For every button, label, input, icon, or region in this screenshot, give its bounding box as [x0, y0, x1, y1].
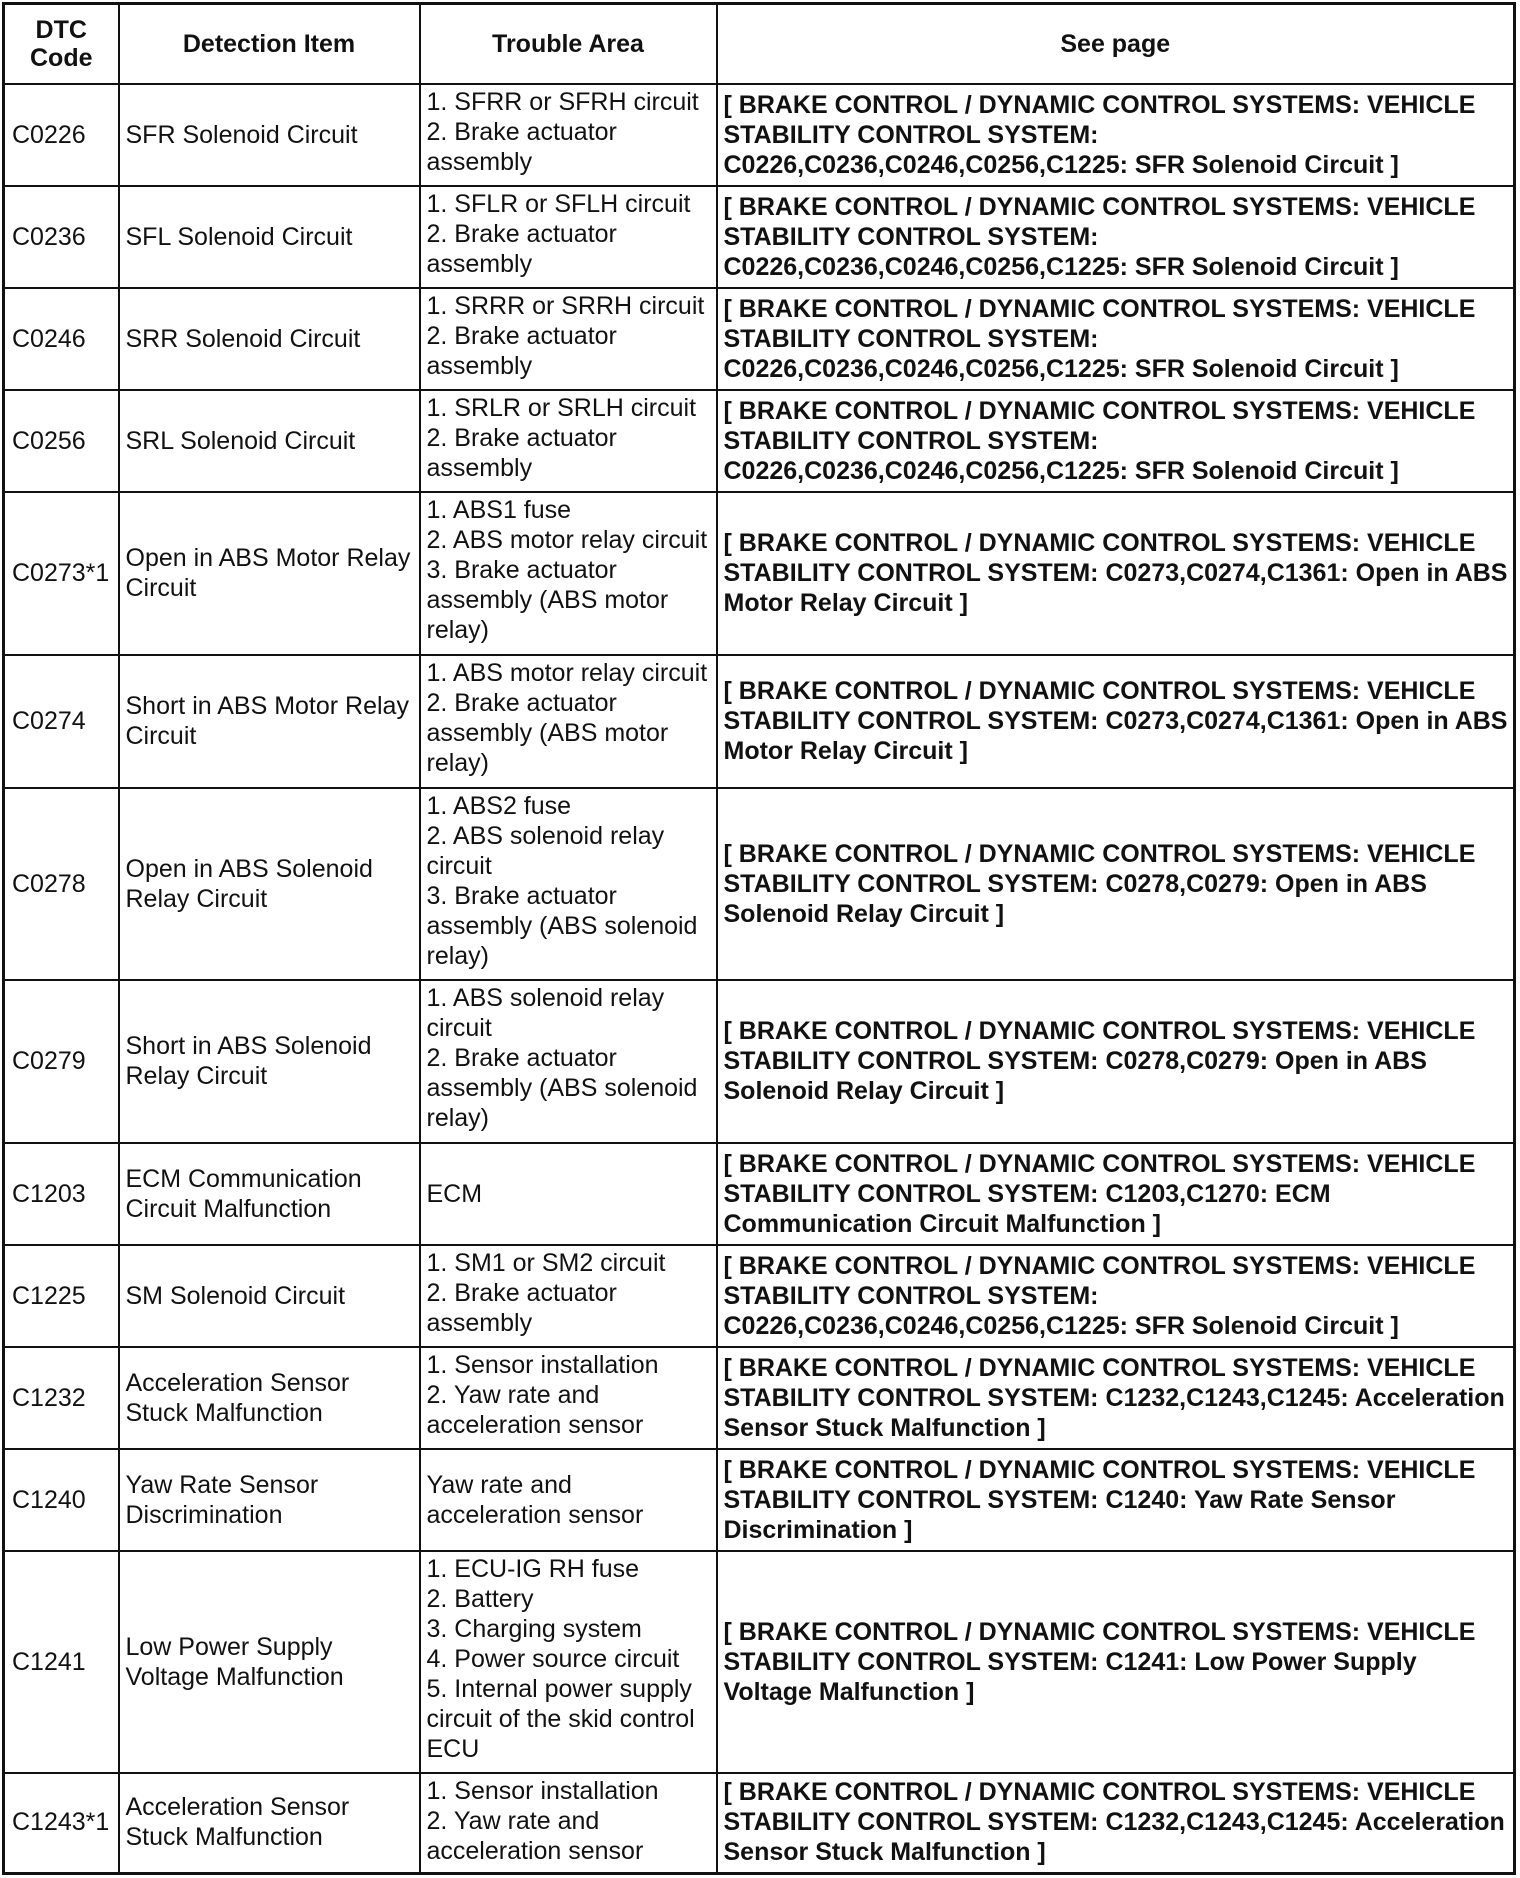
see-page-link[interactable]: [ BRAKE CONTROL / DYNAMIC CONTROL SYSTEMS: VEHICLE STABILITY CONTROL SYSTEM: C1203,C1270: ECM Communication Circuit Malfunction ]: [717, 1143, 1515, 1245]
header-trouble-area: Trouble Area: [420, 4, 717, 85]
detection-item-cell: SRL Solenoid Circuit: [119, 390, 420, 492]
dtc-code-cell: C0246: [4, 288, 119, 390]
see-page-link[interactable]: [ BRAKE CONTROL / DYNAMIC CONTROL SYSTEMS: VEHICLE STABILITY CONTROL SYSTEM: C1232,C1243,C1245: Acceleration Sensor Stuck Malfunction ]: [717, 1347, 1515, 1449]
trouble-area-cell: ECM: [420, 1143, 717, 1245]
trouble-area-cell: Yaw rate and acceleration sensor: [420, 1449, 717, 1551]
see-page-link[interactable]: [ BRAKE CONTROL / DYNAMIC CONTROL SYSTEMS: VEHICLE STABILITY CONTROL SYSTEM: C1241: Low Power Supply Voltage Malfunction ]: [717, 1551, 1515, 1773]
trouble-area-cell: 1. ABS motor relay circuit 2. Brake actuator assembly (ABS motor relay): [420, 655, 717, 788]
dtc-table: [2, 2, 1516, 1875]
table-row: [4, 1245, 1515, 1347]
detection-item-cell: Acceleration Sensor Stuck Malfunction: [119, 1347, 420, 1449]
see-page-link[interactable]: [ BRAKE CONTROL / DYNAMIC CONTROL SYSTEMS: VEHICLE STABILITY CONTROL SYSTEM: C0226,C0236,C0246,C0256,C1225: SFR Solenoid Circuit ]: [717, 288, 1515, 390]
dtc-code-cell: C0256: [4, 390, 119, 492]
see-page-link[interactable]: [ BRAKE CONTROL / DYNAMIC CONTROL SYSTEMS: VEHICLE STABILITY CONTROL SYSTEM: C0273,C0274,C1361: Open in ABS Motor Relay Circuit ]: [717, 655, 1515, 788]
header-detection-item: Detection Item: [119, 4, 420, 85]
trouble-area-cell: 1. SRRR or SRRH circuit 2. Brake actuator assembly: [420, 288, 717, 390]
trouble-area-cell: 1. ABS2 fuse 2. ABS solenoid relay circuit 3. Brake actuator assembly (ABS solenoid relay): [420, 788, 717, 980]
detection-item-cell: Acceleration Sensor Stuck Malfunction: [119, 1773, 420, 1873]
see-page-link[interactable]: [ BRAKE CONTROL / DYNAMIC CONTROL SYSTEMS: VEHICLE STABILITY CONTROL SYSTEM: C0273,C0274,C1361: Open in ABS Motor Relay Circuit ]: [717, 492, 1515, 655]
detection-item-cell: SFL Solenoid Circuit: [119, 186, 420, 288]
detection-item-cell: Short in ABS Motor Relay Circuit: [119, 655, 420, 788]
trouble-area-cell: 1. SRLR or SRLH circuit 2. Brake actuator assembly: [420, 390, 717, 492]
trouble-area-cell: 1. SM1 or SM2 circuit 2. Brake actuator assembly: [420, 1245, 717, 1347]
detection-item-cell: Yaw Rate Sensor Discrimination: [119, 1449, 420, 1551]
table-row: [4, 1347, 1515, 1449]
table-row: [4, 1773, 1515, 1873]
header-dtc-code-line2: Code: [30, 44, 93, 72]
table-row: [4, 1449, 1515, 1551]
detection-item-cell: SRR Solenoid Circuit: [119, 288, 420, 390]
trouble-area-cell: 1. SFLR or SFLH circuit 2. Brake actuator assembly: [420, 186, 717, 288]
dtc-code-cell: C1225: [4, 1245, 119, 1347]
table-row: [4, 980, 1515, 1143]
header-row: [4, 4, 1515, 85]
dtc-code-cell: C0278: [4, 788, 119, 980]
dtc-code-cell: C0274: [4, 655, 119, 788]
trouble-area-cell: 1. Sensor installation 2. Yaw rate and acceleration sensor: [420, 1347, 717, 1449]
table-row: [4, 655, 1515, 788]
table-row: [4, 492, 1515, 655]
dtc-code-cell: C1241: [4, 1551, 119, 1773]
dtc-code-cell: C0279: [4, 980, 119, 1143]
dtc-code-cell: C1203: [4, 1143, 119, 1245]
dtc-code-cell: C1232: [4, 1347, 119, 1449]
see-page-link[interactable]: [ BRAKE CONTROL / DYNAMIC CONTROL SYSTEMS: VEHICLE STABILITY CONTROL SYSTEM: C0226,C0236,C0246,C0256,C1225: SFR Solenoid Circuit ]: [717, 84, 1515, 186]
see-page-link[interactable]: [ BRAKE CONTROL / DYNAMIC CONTROL SYSTEMS: VEHICLE STABILITY CONTROL SYSTEM: C0226,C0236,C0246,C0256,C1225: SFR Solenoid Circuit ]: [717, 390, 1515, 492]
see-page-link[interactable]: [ BRAKE CONTROL / DYNAMIC CONTROL SYSTEMS: VEHICLE STABILITY CONTROL SYSTEM: C1232,C1243,C1245: Acceleration Sensor Stuck Malfunction ]: [717, 1773, 1515, 1873]
table-row: [4, 788, 1515, 980]
table-row: [4, 186, 1515, 288]
detection-item-cell: Open in ABS Solenoid Relay Circuit: [119, 788, 420, 980]
detection-item-cell: SFR Solenoid Circuit: [119, 84, 420, 186]
see-page-link[interactable]: [ BRAKE CONTROL / DYNAMIC CONTROL SYSTEMS: VEHICLE STABILITY CONTROL SYSTEM: C0278,C0279: Open in ABS Solenoid Relay Circuit ]: [717, 980, 1515, 1143]
see-page-link[interactable]: [ BRAKE CONTROL / DYNAMIC CONTROL SYSTEMS: VEHICLE STABILITY CONTROL SYSTEM: C1240: Yaw Rate Sensor Discrimination ]: [717, 1449, 1515, 1551]
table-row: [4, 84, 1515, 186]
table-row: [4, 288, 1515, 390]
detection-item-cell: ECM Communication Circuit Malfunction: [119, 1143, 420, 1245]
header-dtc-code: [4, 4, 119, 85]
dtc-code-cell: C1240: [4, 1449, 119, 1551]
table-row: [4, 390, 1515, 492]
dtc-code-cell: C0273*1: [4, 492, 119, 655]
trouble-area-cell: 1. SFRR or SFRH circuit 2. Brake actuator assembly: [420, 84, 717, 186]
detection-item-cell: Low Power Supply Voltage Malfunction: [119, 1551, 420, 1773]
table-row: [4, 1551, 1515, 1773]
trouble-area-cell: 1. Sensor installation 2. Yaw rate and acceleration sensor: [420, 1773, 717, 1873]
see-page-link[interactable]: [ BRAKE CONTROL / DYNAMIC CONTROL SYSTEMS: VEHICLE STABILITY CONTROL SYSTEM: C0226,C0236,C0246,C0256,C1225: SFR Solenoid Circuit ]: [717, 1245, 1515, 1347]
detection-item-cell: Open in ABS Motor Relay Circuit: [119, 492, 420, 655]
detection-item-cell: Short in ABS Solenoid Relay Circuit: [119, 980, 420, 1143]
detection-item-cell: SM Solenoid Circuit: [119, 1245, 420, 1347]
dtc-code-cell: C1243*1: [4, 1773, 119, 1873]
dtc-code-cell: C0236: [4, 186, 119, 288]
table-row: [4, 1143, 1515, 1245]
trouble-area-cell: 1. ABS1 fuse 2. ABS motor relay circuit 3. Brake actuator assembly (ABS motor relay): [420, 492, 717, 655]
trouble-area-cell: 1. ECU-IG RH fuse 2. Battery 3. Charging system 4. Power source circuit 5. Internal power supply circuit of the skid control ECU: [420, 1551, 717, 1773]
see-page-link[interactable]: [ BRAKE CONTROL / DYNAMIC CONTROL SYSTEMS: VEHICLE STABILITY CONTROL SYSTEM: C0226,C0236,C0246,C0256,C1225: SFR Solenoid Circuit ]: [717, 186, 1515, 288]
header-dtc-code-line1: DTC: [35, 16, 87, 44]
dtc-code-cell: C0226: [4, 84, 119, 186]
see-page-link[interactable]: [ BRAKE CONTROL / DYNAMIC CONTROL SYSTEMS: VEHICLE STABILITY CONTROL SYSTEM: C0278,C0279: Open in ABS Solenoid Relay Circuit ]: [717, 788, 1515, 980]
trouble-area-cell: 1. ABS solenoid relay circuit 2. Brake actuator assembly (ABS solenoid relay): [420, 980, 717, 1143]
header-see-page: See page: [717, 4, 1515, 85]
